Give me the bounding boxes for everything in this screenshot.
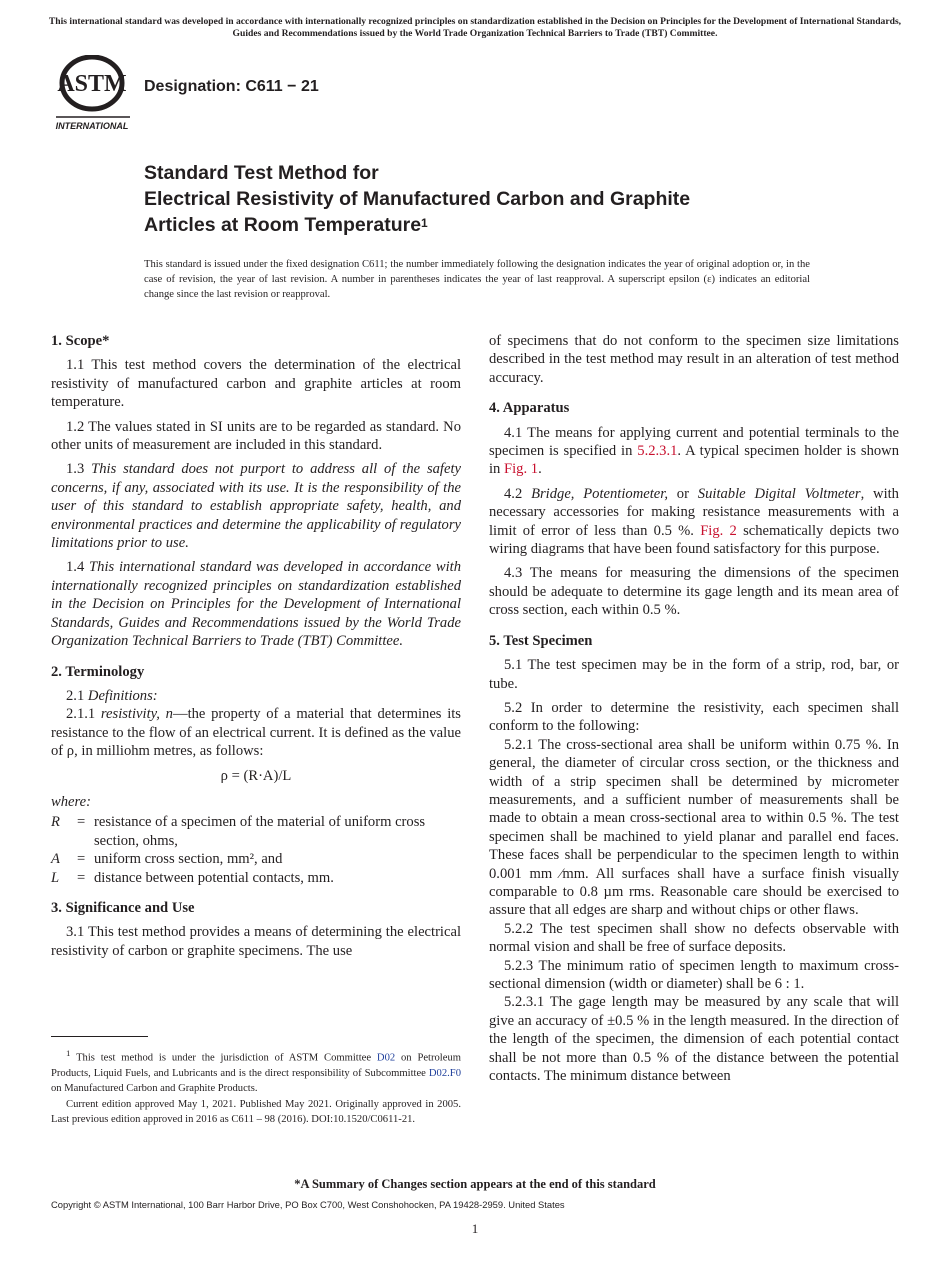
footnote-rule xyxy=(51,1036,148,1037)
para-4-2: 4.2 Bridge, Potentiometer, or Suitable Digital Voltmeter, with necessary accessories for making resistance measurements with a limit of error of less than 0.5 %. Fig. 2 schematically depicts two wiring diagrams that have been found satisfactory for this purpose. xyxy=(489,485,900,558)
footnote xyxy=(51,1046,461,1128)
definition-a: A = uniform cross section, mm², and xyxy=(51,851,283,868)
para-5-2: 5.2 In order to determine the resistivity, each specimen shall conform to the following: xyxy=(489,699,899,735)
link-d02-f0[interactable]: D02.F0 xyxy=(428,1067,461,1079)
para-5-2-3-1: 5.2.3.1 The gage length may be measured by any scale that will give an accuracy of ±0.5 % in the length measured. In the direction of the length of the specimen, the dimension of each potential contact shall be not more than 0.5 % of the distance between the potential contacts. The minimum distance between xyxy=(489,994,899,1085)
section-2-heading: 2. Terminology xyxy=(51,663,145,680)
para-5-1: 5.1 The test specimen may be in the form of a strip, rod, bar, or tube. xyxy=(489,657,899,692)
title-line-2: Electrical Resistivity of Manufactured Carbon and Graphite xyxy=(144,188,691,210)
where-label: where: xyxy=(51,793,91,810)
page-number: 1 xyxy=(471,1221,479,1236)
section-3-heading: 3. Significance and Use xyxy=(51,899,195,916)
para-2-1-1: 2.1.1 resistivity, n—the property of a material that determines its resistance to the flow of an electrical current. It is defined as the value of ρ, in milliohm metres, as follows: xyxy=(51,706,461,760)
para-2-1: 2.1 Definitions: xyxy=(66,687,158,704)
definition-r: R = resistance of a specimen of the material of uniform cross section, ohms, xyxy=(51,814,426,849)
para-5-2-3: 5.2.3 The minimum ratio of specimen length to maximum cross-sectional dimension (width or diameter) shall be 6 : 1. xyxy=(489,957,899,992)
left-column xyxy=(51,332,461,966)
para-4-1: 4.1 The means for applying current and potential terminals to the specimen is specified in 5.2.3.1. A typical specimen holder is shown in Fig. 1. xyxy=(489,424,900,478)
logo-text: ASTM xyxy=(57,71,127,97)
section-5-heading: 5. Test Specimen xyxy=(489,632,593,649)
para-5-2-2: 5.2.2 The test specimen shall show no defects observable with normal vision and shall be free of surface deposits. xyxy=(489,920,899,956)
section-1-heading: 1. Scope* xyxy=(51,333,110,349)
para-1-4: 1.4 This international standard was developed in accordance with internationally recognized principles on standardization established in the Decision on Principles for the Development of International Standards, Guides and Recommendations issued by the World Trade Organization Technical Barriers to Trade (TBT) Committee. xyxy=(51,559,462,650)
astm-logo xyxy=(50,55,140,135)
link-5-2-3-1[interactable]: 5.2.3.1 xyxy=(637,443,678,460)
para-1-1: 1.1 This test method covers the determination of the electrical resistivity of manufactured carbon and graphite articles at room temperature. xyxy=(51,357,461,411)
title-footnote-marker: 1 xyxy=(421,216,428,230)
para-5-2-1: 5.2.1 The cross-sectional area shall be uniform within 0.75 %. In general, the diameter of circular cross section, or the thickness and width of a strip specimen shall be determined by micrometer measurements, and a sufficient number of measurements shall be made to obtain a mean cross-sectional area to within 0.5 %. The test specimen shall be machined to yield planar and parallel end faces. These faces shall be perpendicular to the specimen length to within 0.001 mm ⁄mm. All surfaces shall have a surface finish visually comparable to 0.8 µm rms. Reasonable care should be exercised to assure that all edges are sharp and without chips or other flaws. xyxy=(489,736,899,919)
right-column xyxy=(489,332,899,1085)
footnote-edition: Current edition approved May 1, 2021. Published May 2021. Originally approved in 2005. Last previous edition approved in 2016 as C611 – 98 (2016). DOI:10.1520/C0611-21. xyxy=(51,1098,461,1125)
copyright: Copyright © ASTM International, 100 Barr Harbor Drive, PO Box C700, West Conshohocken, PA 19428-2959. United States xyxy=(51,1199,565,1210)
link-d02[interactable]: D02 xyxy=(376,1052,396,1064)
section-4-heading: 4. Apparatus xyxy=(489,400,570,417)
footnote-jurisdiction: $^1$ This test method is under the jurisdiction of ASTM Committee D02 on Petroleum Products, Liquid Fuels, and Lubricants and is the direct responsibility of Subcommittee D02.F0 on Manufactured Carbon and Graphite Products. xyxy=(51,1048,461,1094)
logo-subtext: INTERNATIONAL xyxy=(55,121,129,131)
tbt-notice: This international standard was developed in accordance with internationally recognized principles on standardization established in the Decision on Principles for the Development of International Standards, Guides and Recommendations issued by the World Trade Organization Technical Barriers to Trade (TBT) Committee. xyxy=(48,16,902,39)
para-3-1: 3.1 This test method provides a means of determining the electrical resistivity of carbon or graphite specimens. The use xyxy=(51,924,461,959)
link-fig-2[interactable]: Fig. 2 xyxy=(700,522,737,539)
para-4-3: 4.3 The means for measuring the dimensions of the specimen should be adequate to determine its gage length and its mean area of cross section, each within 0.5 %. xyxy=(489,565,899,619)
title-line-3: Articles at Room Temperature$^1$ xyxy=(144,214,428,236)
summary-of-changes-note: *A Summary of Changes section appears at the end of this standard xyxy=(294,1177,656,1191)
issue-note: This standard is issued under the fixed designation C611; the number immediately following the designation indicates the year of original adoption or, in the case of revision, the year of last revision. A number in parentheses indicates the year of last reapproval. A superscript epsilon (ε) indicates an editorial change since the last revision or reapproval. xyxy=(144,259,810,300)
designation: Designation: C611 − 21 xyxy=(144,78,319,95)
resistivity-formula: ρ = (R·A)/L xyxy=(220,767,292,784)
para-1-2: 1.2 The values stated in SI units are to be regarded as standard. No other units of measurement are included in this standard. xyxy=(51,418,461,454)
link-fig-1[interactable]: Fig. 1 xyxy=(504,461,539,478)
definition-l: L = distance between potential contacts, mm. xyxy=(51,869,334,886)
para-1-3: 1.3 This standard does not purport to address all of the safety concerns, if any, associated with its use. It is the responsibility of the user of this standard to establish appropriate safety, health, and environmental practices and determine the applicability of regulatory limitations prior to use. xyxy=(51,461,461,552)
para-3-1-continued: of specimens that do not conform to the specimen size limitations described in the test method may result in an alteration of test method accuracy. xyxy=(489,333,899,386)
title-line-1: Standard Test Method for xyxy=(144,162,379,184)
document-title xyxy=(144,160,844,238)
